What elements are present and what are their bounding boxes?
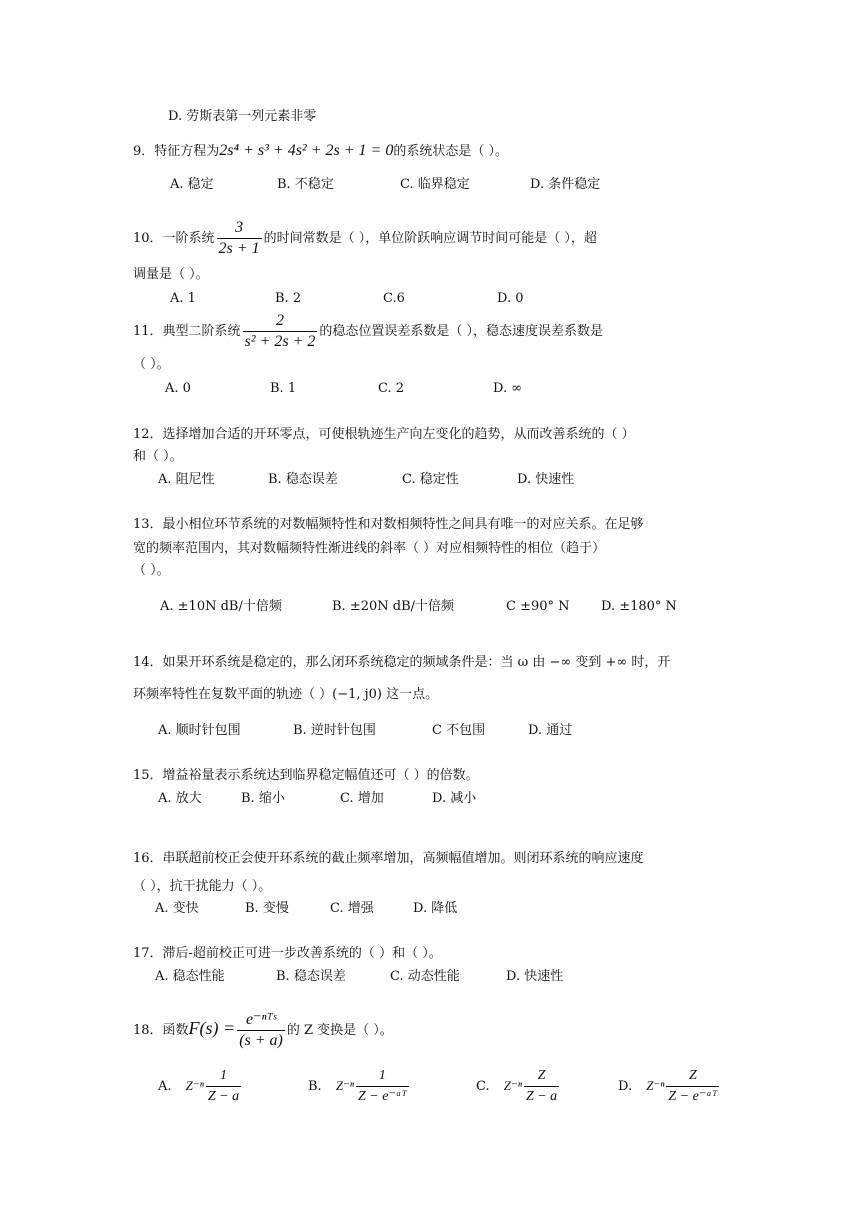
q17-option-b: B. 稳态误差 [276,969,346,984]
q16-option-d: D. 降低 [413,901,458,916]
q18-option-d-zpow: Z⁻ⁿ [646,1078,665,1093]
q18-option-c-zpow: Z⁻ⁿ [503,1078,522,1093]
q17-line1: 17．滞后-超前校正可进一步改善系统的（ ）和（ ）。 [133,946,442,961]
q11-line2: （ ）。 [133,357,170,372]
q13-option-d: D. ±180° N [601,599,677,614]
q16-option-c: C. 增强 [330,901,374,916]
q17-option-d: D. 快速性 [506,969,564,984]
q9-prefix: 9．特征方程为 [133,144,220,159]
question-10 [133,218,597,259]
q15-line1: 15．增益裕量表示系统达到临界稳定幅值还可（ ）的倍数。 [133,768,479,783]
q11-prefix: 11．典型二阶系统 [133,324,241,339]
question-9 [133,142,508,161]
q10-option-c: C.6 [383,291,405,306]
q18-option-a-label: A. [158,1079,172,1094]
q18-prefix: 18．函数 [133,1023,189,1038]
q10-line2: 调量是（ ）。 [133,267,209,282]
q18-lhs: F(s) = [188,1018,236,1038]
q18-option-a-num: 1 [206,1066,241,1087]
q18-option-c-label: C. [476,1079,490,1094]
q18-option-d-den: Z − e⁻ᵃᵀ [668,1089,718,1104]
q9-suffix: 的系统状态是（ ）。 [393,144,508,159]
q18-denominator: (s + a) [239,1032,283,1049]
q10-prefix: 10．一阶系统 [133,231,215,246]
q18-option-d [618,1066,721,1107]
q18-option-b-zpow: Z⁻ⁿ [335,1078,355,1093]
q18-option-a-zpow: Z⁻ⁿ [185,1078,204,1093]
q15-option-b: B. 缩小 [241,791,285,806]
q15-option-c: C. 增加 [340,791,384,806]
q18-option-d-label: D. [618,1079,633,1094]
q10-denominator: 2s + 1 [218,240,260,257]
q11-denominator: s² + 2s + 2 [244,333,316,350]
q10-option-d: D. 0 [497,291,524,306]
q13-line2: 宽的频率范围内，其对数幅频特性渐进线的斜率（ ）对应相频特性的相位（趋于） [133,541,606,556]
q11-option-c: C. 2 [378,381,405,396]
q11-option-b: B. 1 [270,381,297,396]
q13-option-a: A. ±10N dB/十倍频 [160,599,282,614]
q9-option-c: C. 临界稳定 [400,177,470,192]
q11-option-d: D. ∞ [493,381,523,396]
q15-option-d: D. 减小 [432,791,477,806]
q9-option-a: A. 稳定 [170,177,214,192]
q17-option-a: A. 稳态性能 [155,969,225,984]
q9-option-d: D. 条件稳定 [530,177,601,192]
q10-suffix: 的时间常数是（ ），单位阶跃响应调节时间可能是（ ），超 [263,231,597,246]
q18-option-c-den: Z − a [525,1089,558,1104]
q10-option-a: A. 1 [170,291,196,306]
q12-option-b: B. 稳态误差 [268,472,338,487]
q13-option-b: B. ±20N dB/十倍频 [332,599,455,614]
q14-line2: 环频率特性在复数平面的轨迹（ ）(−1, j0) 这一点。 [133,687,439,702]
q18-suffix: 的 Z 变换是（ ）。 [286,1023,393,1038]
q18-option-b-label: B. [308,1079,322,1094]
q11-fraction [243,311,318,352]
q14-option-b: B. 逆时针包围 [293,723,376,738]
q18-fraction [237,1010,285,1051]
q14-option-a: A. 顺时针包围 [158,723,241,738]
q12-option-c: C. 稳定性 [402,472,459,487]
q13-line3: （ ）。 [133,563,170,578]
q18-option-a [158,1066,243,1107]
question-18 [133,1010,393,1051]
q9-equation: 2s⁴ + s³ + 4s² + 2s + 1 = 0 [219,142,394,159]
q18-option-d-num: Z [666,1066,719,1087]
q11-option-a: A. 0 [165,381,191,396]
q18-option-c [476,1066,561,1107]
q18-option-a-den: Z − a [207,1089,240,1104]
q14-option-c: C 不包围 [432,723,486,738]
q15-option-a: A. 放大 [158,791,202,806]
q12-option-d: D. 快速性 [517,472,575,487]
q16-line1: 16．串联超前校正会使开环系统的截止频率增加，高频幅值增加。则闭环系统的响应速度 [133,851,644,866]
q17-option-c: C. 动态性能 [390,969,460,984]
q16-option-a: A. 变快 [155,901,199,916]
q11-numerator: 2 [243,311,318,332]
q14-line1: 14．如果开环系统是稳定的，那么闭环系统稳定的频域条件是：当 ω 由 −∞ 变到 +∞ 时，开 [133,655,671,670]
q18-option-b [308,1066,411,1107]
q8-option-d: D. 劳斯表第一列元素非零 [168,109,317,124]
q18-option-b-num: 1 [356,1066,409,1087]
q12-line2: 和（ ）。 [133,449,183,464]
q13-line1: 13．最小相位环节系统的对数幅频特性和对数相频特性之间具有唯一的对应关系。在足够 [133,517,644,532]
q12-line1: 12．选择增加合适的开环零点，可使根轨迹生产向左变化的趋势，从而改善系统的（ ） [133,427,635,442]
q13-option-c: C ±90° N [506,599,570,614]
q18-option-c-num: Z [524,1066,559,1087]
q10-fraction [217,218,262,259]
q14-option-d: D. 通过 [528,723,573,738]
q18-numerator: e⁻ⁿᵀˢ [237,1010,285,1031]
q10-numerator: 3 [217,218,262,239]
q16-line2: （ ），抗干扰能力（ ）。 [133,879,272,894]
q10-option-b: B. 2 [275,291,302,306]
question-11 [133,311,603,352]
q11-suffix: 的稳态位置误差系数是（ ），稳态速度误差系数是 [319,324,604,339]
q18-option-b-den: Z − e⁻ᵃᵀ [358,1089,407,1104]
q9-option-b: B. 不稳定 [277,177,334,192]
q16-option-b: B. 变慢 [245,901,289,916]
q12-option-a: A. 阻尼性 [158,472,215,487]
